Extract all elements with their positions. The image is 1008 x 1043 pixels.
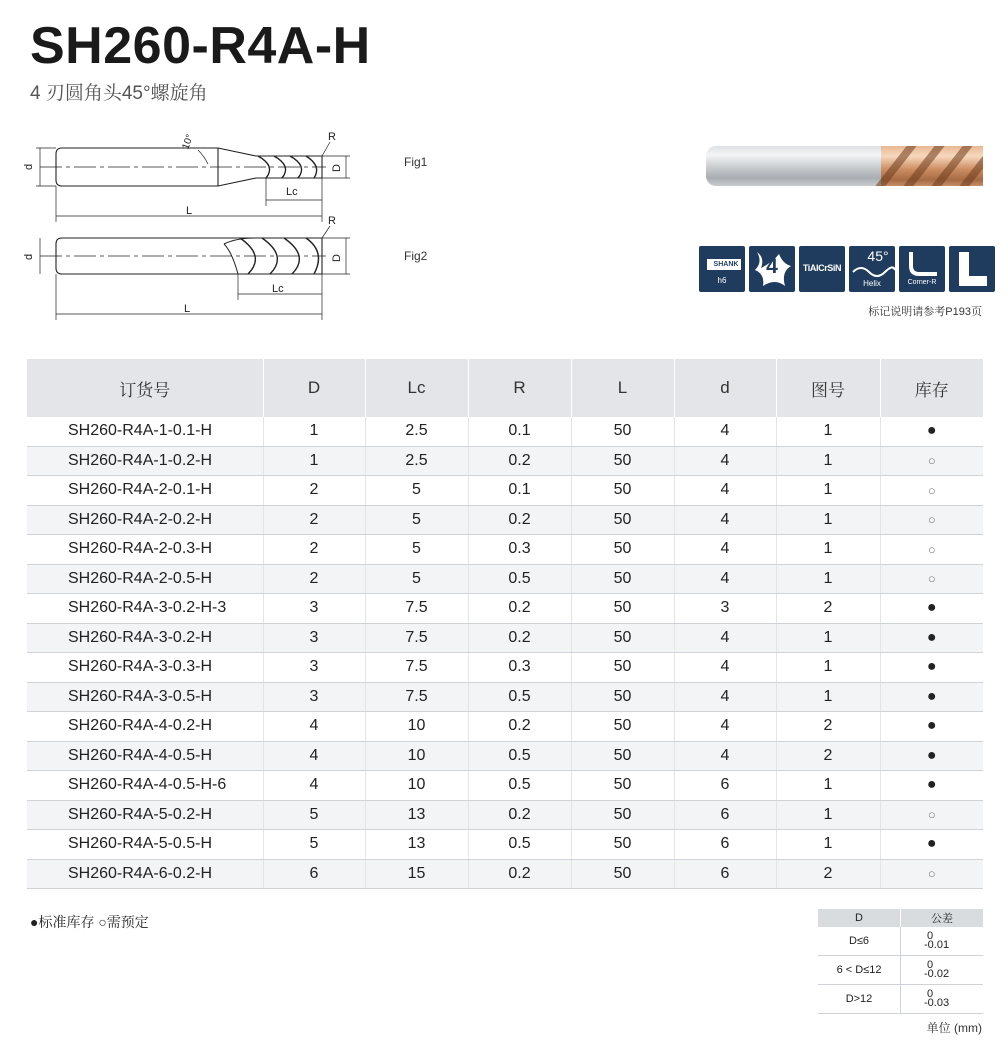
cell-figure: 1 [776,682,880,712]
tolerance-header-row [818,909,983,927]
cell-figure: 2 [776,859,880,889]
cell-d: 4 [674,682,776,712]
fig1-label: Fig1 [404,155,428,169]
tolerance-row [818,956,983,985]
cell-d: 4 [674,446,776,476]
cell-L: 50 [571,476,674,506]
fig2-label: Fig2 [404,249,428,263]
cell-order-no: SH260-R4A-2-0.5-H [27,564,263,594]
cell-D: 2 [263,476,365,506]
cell-Lc: 10 [365,771,468,801]
cell-Lc: 7.5 [365,623,468,653]
cell-d: 4 [674,505,776,535]
cell-stock: ● [880,682,983,712]
cell-D: 1 [263,417,365,446]
tolerance-lower: -0.01 [924,939,950,951]
fig2-drawing [23,215,366,324]
cell-R: 0.2 [468,800,571,830]
cell-figure: 1 [776,564,880,594]
helix-angle-icon [849,246,895,292]
fig2-dim-D: D [331,254,343,262]
fig1-dim-L: L [186,205,193,217]
helix-angle: 45° [867,248,889,264]
fig1-dim-d: d [23,163,35,170]
table-row [27,682,983,712]
table-row [27,653,983,683]
cell-stock: ● [880,623,983,653]
tolerance-table [818,909,983,1014]
table-row [27,594,983,624]
cell-R: 0.3 [468,535,571,565]
cell-order-no: SH260-R4A-3-0.5-H [27,682,263,712]
cell-d: 6 [674,800,776,830]
cell-D: 4 [263,741,365,771]
cell-figure: 1 [776,505,880,535]
table-row [27,712,983,742]
end-mill-photo [706,146,983,186]
cell-D: 3 [263,653,365,683]
fig1-dim-R: R [328,131,336,143]
cell-stock: ○ [880,564,983,594]
tolerance-row [818,927,983,956]
cell-d: 4 [674,653,776,683]
cell-stock: ○ [880,476,983,506]
fig1-drawing [23,126,366,226]
corner-radius-icon [899,246,945,292]
cell-order-no: SH260-R4A-3-0.2-H-3 [27,594,263,624]
fig2-dim-R: R [328,215,336,227]
cell-d: 6 [674,859,776,889]
cell-figure: 2 [776,712,880,742]
cell-D: 4 [263,771,365,801]
cell-figure: 1 [776,446,880,476]
product-subtitle: 4 刃圆角头45°螺旋角 [30,83,208,104]
cell-figure: 1 [776,623,880,653]
cell-d: 4 [674,564,776,594]
table-row [27,535,983,565]
feature-icons [699,246,995,292]
cell-stock: ○ [880,535,983,565]
cell-R: 0.5 [468,771,571,801]
cell-L: 50 [571,830,674,860]
cell-d: 4 [674,535,776,565]
corner-r-label: Corner-R [907,279,937,286]
cell-D: 2 [263,535,365,565]
cell-figure: 1 [776,800,880,830]
cell-d: 4 [674,623,776,653]
cell-R: 0.2 [468,712,571,742]
shank-h6-icon [699,246,745,292]
cell-D: 5 [263,800,365,830]
cell-Lc: 13 [365,800,468,830]
cell-d: 3 [674,594,776,624]
col-header-order-no: 订货号 [27,359,263,417]
cell-D: 1 [263,446,365,476]
cell-L: 50 [571,564,674,594]
cell-R: 0.1 [468,417,571,446]
cell-order-no: SH260-R4A-3-0.3-H [27,653,263,683]
table-row [27,564,983,594]
cell-stock: ● [880,594,983,624]
table-header-row [27,359,983,417]
cell-figure: 1 [776,535,880,565]
cell-D: 4 [263,712,365,742]
legend-note: 标记说明请参考P193页 [868,306,982,318]
cell-figure: 2 [776,741,880,771]
shank-label: SHANK [713,261,739,268]
col-header-R: R [468,359,571,417]
shank-tolerance: h6 [717,276,727,285]
table-row [27,830,983,860]
cell-R: 0.3 [468,653,571,683]
cell-order-no: SH260-R4A-4-0.2-H [27,712,263,742]
tolerance-range: D≤6 [818,927,901,956]
tolerance-col-tol: 公差 [901,909,984,927]
tolerance-range: 6 < D≤12 [818,956,901,985]
cell-L: 50 [571,859,674,889]
cell-L: 50 [571,771,674,801]
product-title: SH260-R4A-H [30,17,371,75]
cell-D: 6 [263,859,365,889]
tolerance-lower: -0.03 [924,997,950,1009]
cell-Lc: 5 [365,505,468,535]
cell-d: 4 [674,741,776,771]
cell-stock: ● [880,653,983,683]
cell-D: 3 [263,623,365,653]
cell-stock: ● [880,712,983,742]
cell-R: 0.2 [468,505,571,535]
cell-D: 3 [263,682,365,712]
cell-order-no: SH260-R4A-4-0.5-H-6 [27,771,263,801]
tolerance-col-D: D [818,909,901,927]
table-row [27,446,983,476]
cell-Lc: 13 [365,830,468,860]
cell-R: 0.2 [468,446,571,476]
cell-L: 50 [571,712,674,742]
stock-legend: ●标准库存 ○需预定 [30,914,149,930]
cell-stock: ○ [880,859,983,889]
cell-L: 50 [571,505,674,535]
cell-d: 4 [674,476,776,506]
cell-figure: 1 [776,771,880,801]
tolerance-range: D>12 [818,985,901,1014]
cell-R: 0.5 [468,564,571,594]
unit-note: 单位 (mm) [926,1021,982,1035]
tolerance-table-body [818,927,983,1014]
tolerance-upper: 0 [927,930,934,942]
col-header-figure: 图号 [776,359,880,417]
cell-d: 4 [674,712,776,742]
cell-Lc: 5 [365,535,468,565]
cell-order-no: SH260-R4A-1-0.1-H [27,417,263,446]
coated-flute-section [881,146,983,186]
cell-d: 4 [674,417,776,446]
col-header-L: L [571,359,674,417]
cell-order-no: SH260-R4A-5-0.2-H [27,800,263,830]
cell-Lc: 2.5 [365,417,468,446]
cell-Lc: 5 [365,476,468,506]
cell-Lc: 10 [365,712,468,742]
cell-order-no: SH260-R4A-1-0.2-H [27,446,263,476]
tolerance-upper: 0 [927,988,934,1000]
table-row [27,417,983,446]
spec-table-body [27,417,983,889]
table-row [27,800,983,830]
cell-L: 50 [571,623,674,653]
cell-order-no: SH260-R4A-6-0.2-H [27,859,263,889]
cell-order-no: SH260-R4A-3-0.2-H [27,623,263,653]
table-row [27,771,983,801]
cell-R: 0.2 [468,859,571,889]
coating-label: TiAlCrSiN [802,263,842,273]
tolerance-row [818,985,983,1014]
cell-Lc: 7.5 [365,653,468,683]
fig1-dim-D: D [331,164,343,172]
cell-L: 50 [571,682,674,712]
cell-L: 50 [571,417,674,446]
cell-stock: ● [880,417,983,446]
fig1-dim-Lc: Lc [286,186,298,198]
table-row [27,741,983,771]
cell-stock: ● [880,771,983,801]
cell-R: 0.5 [468,830,571,860]
cell-R: 0.5 [468,682,571,712]
cell-L: 50 [571,741,674,771]
cell-L: 50 [571,446,674,476]
col-header-stock: 库存 [880,359,983,417]
tolerance-upper: 0 [927,959,934,971]
spec-table [27,359,983,889]
cell-D: 2 [263,505,365,535]
table-row [27,623,983,653]
cell-figure: 1 [776,417,880,446]
cell-L: 50 [571,800,674,830]
cell-Lc: 7.5 [365,594,468,624]
cell-figure: 1 [776,653,880,683]
cell-R: 0.1 [468,476,571,506]
long-type-icon [949,246,995,292]
cell-R: 0.2 [468,594,571,624]
cell-order-no: SH260-R4A-2-0.2-H [27,505,263,535]
fig2-dim-L: L [184,303,191,315]
cell-d: 6 [674,830,776,860]
coating-icon [799,246,845,292]
cell-Lc: 7.5 [365,682,468,712]
fig2-dim-Lc: Lc [272,283,284,295]
tolerance-value [901,927,984,956]
table-row [27,859,983,889]
col-header-d: d [674,359,776,417]
cell-figure: 1 [776,476,880,506]
cell-figure: 1 [776,830,880,860]
col-header-D: D [263,359,365,417]
table-row [27,476,983,506]
cell-stock: ○ [880,800,983,830]
cell-d: 6 [674,771,776,801]
cell-L: 50 [571,535,674,565]
cell-stock: ● [880,830,983,860]
cell-Lc: 15 [365,859,468,889]
cell-Lc: 5 [365,564,468,594]
cell-stock: ● [880,741,983,771]
cell-D: 5 [263,830,365,860]
cell-L: 50 [571,594,674,624]
cell-D: 2 [263,564,365,594]
col-header-Lc: Lc [365,359,468,417]
cell-figure: 2 [776,594,880,624]
tolerance-value [901,956,984,985]
tolerance-lower: -0.02 [924,968,950,980]
flute-count: 4 [766,255,778,278]
cell-Lc: 2.5 [365,446,468,476]
fig1-angle: 10° [180,133,196,152]
cell-order-no: SH260-R4A-4-0.5-H [27,741,263,771]
fig2-dim-d: d [23,253,35,260]
helix-label: Helix [863,279,881,288]
cell-stock: ○ [880,505,983,535]
cell-order-no: SH260-R4A-2-0.1-H [27,476,263,506]
cell-order-no: SH260-R4A-5-0.5-H [27,830,263,860]
flute-count-icon [749,246,795,292]
cell-order-no: SH260-R4A-2-0.3-H [27,535,263,565]
cell-stock: ○ [880,446,983,476]
cell-D: 3 [263,594,365,624]
cell-Lc: 10 [365,741,468,771]
cell-L: 50 [571,653,674,683]
cell-R: 0.2 [468,623,571,653]
tolerance-value [901,985,984,1014]
cell-R: 0.5 [468,741,571,771]
table-row [27,505,983,535]
